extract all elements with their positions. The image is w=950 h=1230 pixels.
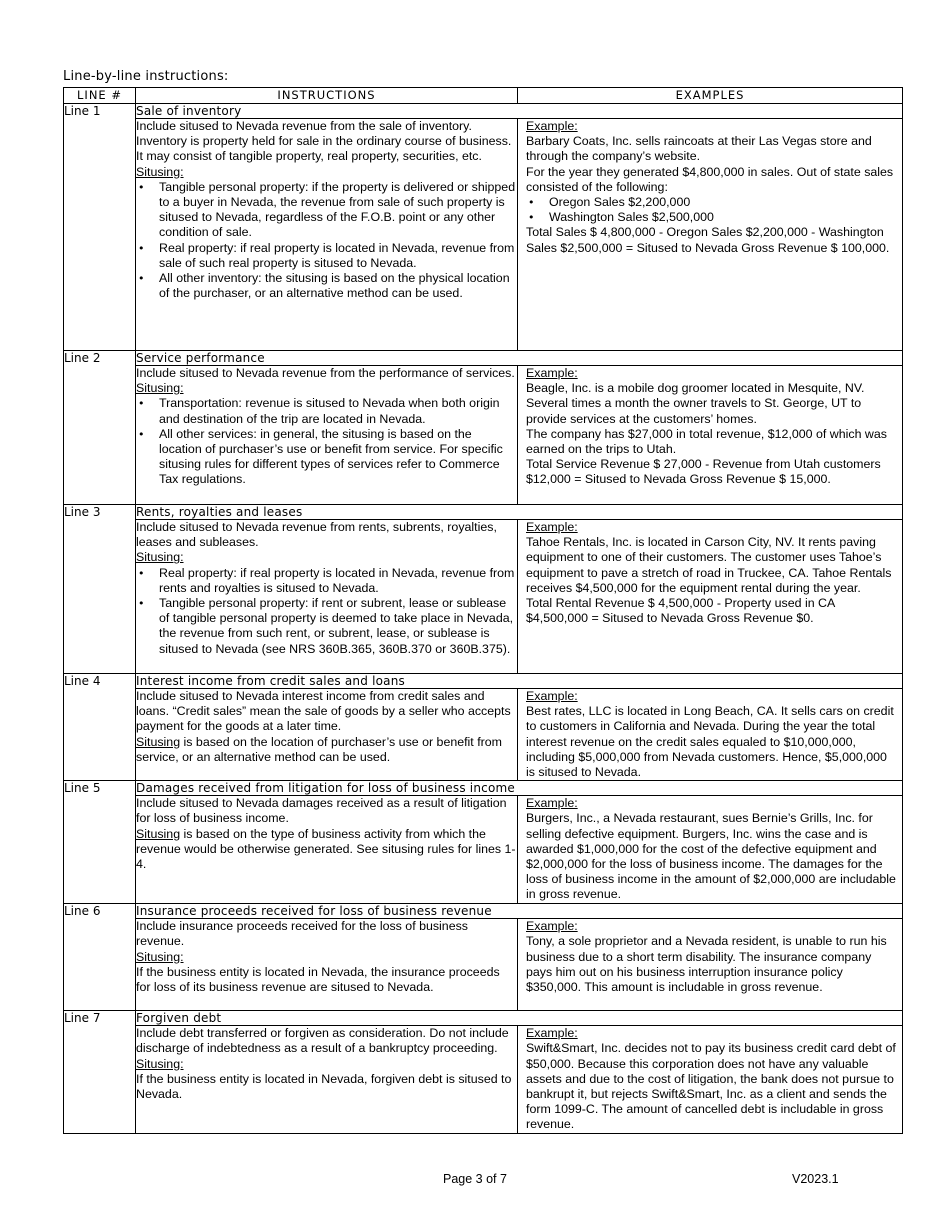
table-row [64, 104, 903, 119]
example-cell [518, 366, 903, 505]
example-text: Barbary Coats, Inc. sells raincoats at their Las Vegas store and through the company’s website. [526, 134, 872, 164]
instructions-intro: Include insurance proceeds received for the loss of business revenue. [136, 919, 468, 949]
list-item: • Oregon Sales $2,200,000 [549, 195, 898, 210]
situsing-rule [136, 827, 517, 873]
example-text: Total Rental Revenue $ 4,500,000 - Property used in CA $4,500,000 = Sitused to Nevada Gross Revenue $0. [526, 596, 835, 626]
situsing-rule [136, 735, 517, 765]
example-text: Tony, a sole proprietor and a Nevada resident, is unable to run his business due to a short term disability. The insurance company pays him out on his business interruption insurance policy $350,000. This amount is includable in gross revenue. [526, 934, 887, 995]
table-row [64, 904, 903, 919]
line-number: Line 6 [64, 904, 136, 1011]
instructions-cell [136, 689, 518, 781]
table-row [64, 119, 903, 351]
situsing-label: Situsing: [136, 381, 184, 396]
instructions-intro: Include sitused to Nevada revenue from the performance of services. [136, 366, 515, 380]
instructions-intro: Include debt transferred or forgiven as consideration. Do not include discharge of indebtedness as a result of a bankruptcy proceeding. [136, 1026, 509, 1056]
example-label: Example: [526, 119, 578, 133]
list-item: • All other inventory: the situsing is based on the physical location of the purchaser, or an alternative method can be used. [159, 271, 517, 301]
situsing-rule-text: If the business entity is located in Nevada, forgiven debt is sitused to Nevada. [136, 1071, 512, 1102]
instructions-cell [136, 796, 518, 904]
example-label: Example: [526, 689, 578, 703]
table-row [64, 505, 903, 520]
situsing-label: Situsing: [136, 1056, 184, 1071]
table-row [64, 520, 903, 674]
situsing-label: Situsing: [136, 164, 184, 179]
example-label: Example: [526, 796, 578, 811]
section-title: Service performance [136, 351, 903, 366]
list-item: • Real property: if real property is located in Nevada, revenue from rents and royalties is sitused to Nevada. [159, 566, 517, 596]
line-number: Line 4 [64, 674, 136, 781]
section-title: Insurance proceeds received for loss of business revenue [136, 904, 903, 919]
line-number: Line 1 [64, 104, 136, 351]
example-text: Tahoe Rentals, Inc. is located in Carson City, NV. It rents paving equipment to one of their customers. The customer uses Tahoe’s equipment to pave a stretch of road in Truckee, CA. Tahoe Rentals receives $4,500,000 for the equipment rental during the year. [526, 535, 892, 595]
header-line: LINE # [64, 88, 136, 104]
table-row [64, 796, 903, 904]
situsing-label: Situsing: [136, 949, 184, 964]
version-label: V2023.1 [792, 1172, 839, 1186]
example-text: Swift&Smart, Inc. decides not to pay its business credit card debt of $50,000. Because this corporation does not have any valuable assets and due to the cost of litigation, the bank does not pursue to bankrupt it, but rejects Swift&Smart, Inc. as a client and sends the form 1099-C. The amount of cancelled debt is includable in gross revenue. [526, 1041, 896, 1132]
section-title: Damages received from litigation for loss of business income [136, 781, 903, 796]
section-title: Sale of inventory [136, 104, 903, 119]
list-item: • Washington Sales $2,500,000 [549, 210, 898, 225]
situsing-list [136, 180, 517, 302]
table-row [64, 674, 903, 689]
page-heading: Line-by-line instructions: [63, 69, 229, 84]
list-item: • Transportation: revenue is sitused to Nevada when both origin and destination of the trip are located in Nevada. [159, 396, 517, 426]
example-cell [518, 689, 903, 781]
situsing-word: Situsing [136, 826, 181, 841]
example-text: Burgers, Inc., a Nevada restaurant, sues Bernie’s Grills, Inc. for selling defective equipment. Burgers, Inc. wins the case and is awarded $1,000,000 for the cost of the defective equipment and $2,000,000 for the loss of business income. The damages for the loss of business income in the amount of $2,000,000 are includable in gross revenue. [526, 811, 896, 902]
page-number: Page 3 of 7 [443, 1172, 507, 1186]
header-instructions: INSTRUCTIONS [136, 88, 518, 104]
example-text: The company has $27,000 in total revenue, $12,000 of which was earned on the trips to Utah. [526, 426, 887, 457]
table-row [64, 1011, 903, 1026]
situsing-rule-text: If the business entity is located in Nevada, the insurance proceeds for loss of its business revenue are sitused to Nevada. [136, 964, 500, 995]
example-text: Total Service Revenue $ 27,000 - Revenue from Utah customers $12,000 = Sitused to Nevada Gross Revenue $ 15,000. [526, 457, 881, 487]
example-text: Total Sales $ 4,800,000 - Oregon Sales $2,200,000 - Washington Sales $2,500,000 = Sitused to Nevada Gross Revenue $ 100,000. [526, 225, 890, 255]
situsing-rule-text: is based on the type of business activity from which the revenue would be otherwise generated. See situsing rules for lines 1-4. [136, 826, 516, 872]
instructions-cell [136, 366, 518, 505]
instructions-cell [136, 520, 518, 674]
example-list [526, 195, 898, 225]
example-text: Best rates, LLC is located in Long Beach, CA. It sells cars on credit to customers in California and Nevada. During the year the total interest revenue on the credit sales equaled to $10,000,000, including $5,000,000 from Nevada customers. Hence, $5,000,000 is sitused to Nevada. [526, 704, 894, 780]
list-item: • Tangible personal property: if rent or subrent, lease or sublease of tangible personal property is deemed to take place in Nevada, the revenue from such rent, or subrent, lease, or sublease is sitused to Nevada (see NRS 360B.365, 360B.370 or 360B.375). [159, 596, 517, 657]
situsing-label: Situsing: [136, 550, 184, 565]
section-title: Interest income from credit sales and loans [136, 674, 903, 689]
table-row [64, 781, 903, 796]
example-label: Example: [526, 366, 578, 380]
instructions-intro: Include sitused to Nevada revenue from rents, subrents, royalties, leases and subleases. [136, 520, 497, 550]
instructions-table [63, 87, 903, 1134]
instructions-intro: Include sitused to Nevada revenue from the sale of inventory. Inventory is property held for sale in the ordinary course of business. It may consist of tangible property, real property, securities, etc. [136, 119, 512, 164]
table-row [64, 689, 903, 781]
example-label: Example: [526, 520, 578, 534]
instructions-intro: Include sitused to Nevada damages received as a result of litigation for loss of business income. [136, 796, 507, 826]
table-header-row [64, 88, 903, 104]
situsing-list [136, 566, 517, 657]
list-item: • Real property: if real property is located in Nevada, revenue from sale of such real property is sitused to Nevada. [159, 241, 517, 271]
example-label: Example: [526, 919, 578, 934]
example-cell [518, 796, 903, 904]
line-number: Line 5 [64, 781, 136, 904]
instructions-cell [136, 1026, 518, 1133]
example-label: Example: [526, 1026, 578, 1041]
section-title: Rents, royalties and leases [136, 505, 903, 520]
instructions-cell [136, 119, 518, 351]
list-item: • All other services: in general, the situsing is based on the location of purchaser’s use or benefit from service. For specific situsing rules for different types of services refer to Commerce Tax regulations. [159, 427, 517, 488]
example-cell [518, 520, 903, 674]
example-cell [518, 919, 903, 1011]
table-row [64, 919, 903, 1011]
line-number: Line 7 [64, 1011, 136, 1133]
example-cell [518, 119, 903, 351]
instructions-cell [136, 919, 518, 1011]
example-cell [518, 1026, 903, 1133]
situsing-list [136, 396, 517, 487]
table-row [64, 351, 903, 366]
situsing-word: Situsing [136, 734, 181, 749]
line-number: Line 3 [64, 505, 136, 674]
section-title: Forgiven debt [136, 1011, 903, 1026]
example-text: Beagle, Inc. is a mobile dog groomer located in Mesquite, NV. Several times a month the owner travels to St. George, UT to provide services at the customers’ homes. [526, 381, 865, 426]
list-item: • Tangible personal property: if the property is delivered or shipped to a buyer in Nevada, the revenue from sale of such property is sitused to Nevada, regardless of the F.O.B. point or any other condition of sale. [159, 180, 517, 241]
example-text: For the year they generated $4,800,000 in sales. Out of state sales consisted of the following: [526, 164, 894, 194]
situsing-rule-text: is based on the location of purchaser’s use or benefit from service, or an alternative method can be used. [136, 734, 502, 764]
header-examples: EXAMPLES [518, 88, 903, 104]
table-row [64, 366, 903, 505]
line-number: Line 2 [64, 351, 136, 505]
table-row [64, 1026, 903, 1133]
instructions-intro: Include sitused to Nevada interest income from credit sales and loans. “Credit sales” mean the sale of goods by a seller who accepts payment for the goods at a later time. [136, 689, 511, 734]
